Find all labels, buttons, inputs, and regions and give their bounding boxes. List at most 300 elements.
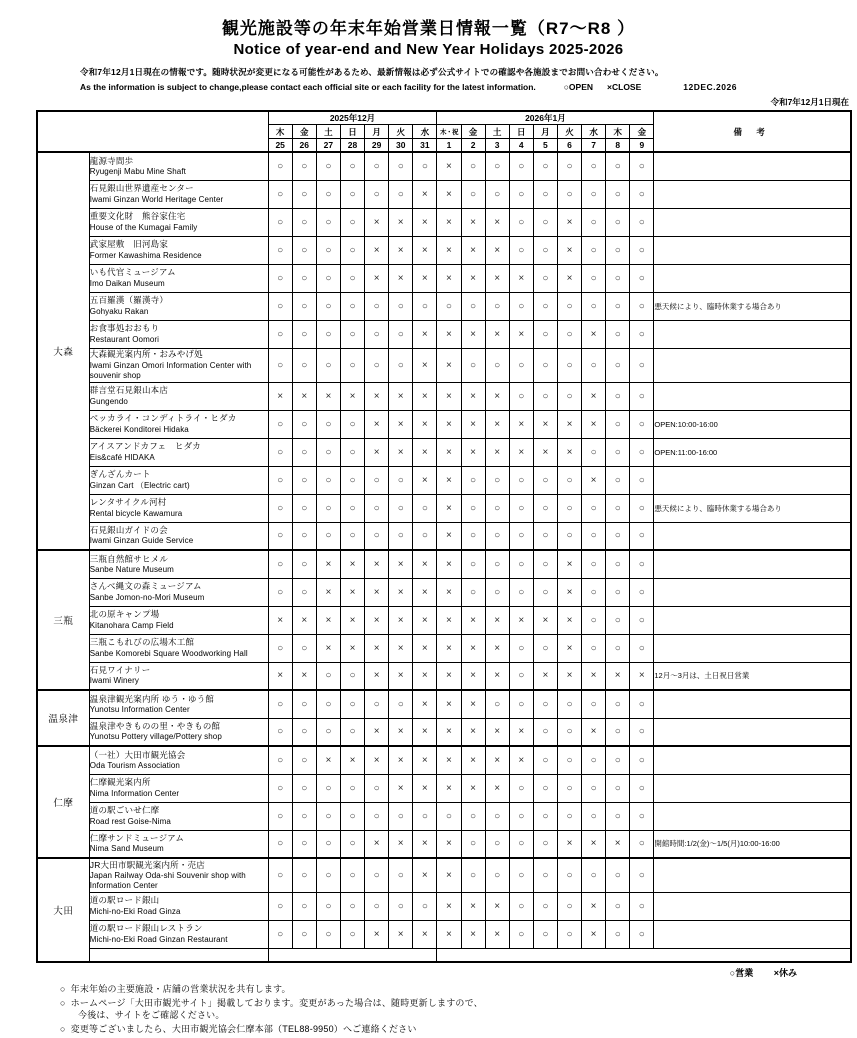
- open-mark: ○: [268, 208, 292, 236]
- open-mark: ○: [606, 690, 630, 718]
- closed-mark: ×: [413, 348, 437, 382]
- notice-page: [0, 14, 857, 1038]
- open-mark: ○: [606, 606, 630, 634]
- facility-name-english: Eis&café HIDAKA: [89, 452, 155, 462]
- open-mark: ○: [292, 348, 316, 382]
- open-mark: ○: [582, 152, 606, 180]
- closed-mark: ×: [437, 550, 461, 578]
- closed-mark: ×: [413, 180, 437, 208]
- open-mark: ○: [268, 774, 292, 802]
- closed-mark: ×: [485, 236, 509, 264]
- closed-mark: ×: [365, 830, 389, 858]
- open-mark: ○: [509, 466, 533, 494]
- closed-mark: ×: [437, 690, 461, 718]
- closed-mark: ×: [365, 264, 389, 292]
- facility-name-english: Road rest Goise-Nima: [89, 816, 171, 826]
- open-mark: ○: [582, 208, 606, 236]
- open-mark: ○: [630, 466, 654, 494]
- date-header: 9: [630, 139, 654, 153]
- weekday-header: 日: [509, 125, 533, 139]
- facility-name-english: Former Kawashima Residence: [89, 250, 202, 260]
- remark-cell: [654, 858, 851, 892]
- closed-mark: ×: [413, 320, 437, 348]
- open-mark: ○: [268, 264, 292, 292]
- closed-mark: ×: [413, 382, 437, 410]
- open-mark: ○: [292, 858, 316, 892]
- open-mark: ○: [340, 292, 364, 320]
- closed-mark: ×: [582, 718, 606, 746]
- closed-mark: ×: [461, 264, 485, 292]
- facility-name-english: Ginzan Cart （Electric cart): [89, 480, 190, 490]
- area-group-label: 三瓶: [37, 550, 89, 690]
- open-mark: ○: [533, 152, 557, 180]
- facility-name-cell: [89, 208, 268, 236]
- closed-mark: ×: [365, 410, 389, 438]
- open-mark: ○: [533, 208, 557, 236]
- table-row: [37, 892, 851, 920]
- open-mark: ○: [316, 152, 340, 180]
- open-mark: ○: [582, 606, 606, 634]
- open-mark: ○: [630, 152, 654, 180]
- open-mark: ○: [509, 550, 533, 578]
- date-header: 31: [413, 139, 437, 153]
- open-mark: ○: [365, 892, 389, 920]
- open-mark: ○: [485, 578, 509, 606]
- closed-mark: ×: [365, 634, 389, 662]
- closed-mark: ×: [485, 746, 509, 774]
- open-mark: ○: [606, 550, 630, 578]
- open-mark: ○: [630, 830, 654, 858]
- closed-mark: ×: [461, 920, 485, 948]
- remark-cell: OPEN:10:00-16:00: [654, 410, 851, 438]
- open-mark: ○: [630, 606, 654, 634]
- open-mark: ○: [630, 690, 654, 718]
- weekday-header: 日: [340, 125, 364, 139]
- open-mark: ○: [485, 802, 509, 830]
- date-stamp: 12DEC.2026: [683, 82, 737, 92]
- remark-cell: 開館時間:1/2(金)～1/5(月)10:00-16:00: [654, 830, 851, 858]
- open-mark: ○: [630, 180, 654, 208]
- area-group-label: 仁摩: [37, 746, 89, 858]
- footer-note: [60, 1024, 857, 1035]
- facility-name-japanese: 北の原キャンプ場: [89, 609, 160, 620]
- closed-mark: ×: [389, 382, 413, 410]
- table-corner-cell: [37, 111, 268, 152]
- closed-mark: ×: [389, 236, 413, 264]
- weekday-header: 火: [389, 125, 413, 139]
- open-mark: ○: [509, 892, 533, 920]
- remark-cell: [654, 180, 851, 208]
- closed-mark: ×: [461, 662, 485, 690]
- facility-name-japanese: （一社）大田市観光協会: [89, 749, 186, 760]
- closed-mark: ×: [461, 382, 485, 410]
- facility-name-japanese: お食事処おおもり: [89, 323, 160, 334]
- footer-note: [60, 998, 857, 1021]
- legend-closed-bottom: ×休み: [773, 968, 797, 978]
- open-mark: ○: [413, 152, 437, 180]
- open-mark: ○: [461, 802, 485, 830]
- note-text: 変更等ございましたら、大田市観光協会仁摩本部（TEL88-9950）へご連絡ください: [70, 1023, 417, 1034]
- facility-name-english: Iwami Winery: [89, 676, 139, 686]
- open-mark: ○: [582, 578, 606, 606]
- closed-mark: ×: [437, 634, 461, 662]
- open-mark: ○: [292, 920, 316, 948]
- open-mark: ○: [509, 578, 533, 606]
- open-mark: ○: [268, 920, 292, 948]
- open-mark: ○: [557, 522, 581, 550]
- open-mark: ○: [630, 208, 654, 236]
- open-mark: ○: [606, 578, 630, 606]
- closed-mark: ×: [557, 550, 581, 578]
- closed-mark: ×: [365, 578, 389, 606]
- closed-mark: ×: [485, 264, 509, 292]
- facility-name-cell: [89, 948, 268, 962]
- open-mark: ○: [461, 348, 485, 382]
- open-mark: ○: [365, 320, 389, 348]
- closed-mark: ×: [557, 208, 581, 236]
- facility-name-japanese: 三瓶自然館サヒメル: [89, 553, 169, 564]
- open-mark: ○: [340, 802, 364, 830]
- closed-mark: ×: [389, 634, 413, 662]
- note-text: ホームページ「大田市観光サイト」掲載しております。変更があった場合は、随時更新しますので、: [70, 998, 483, 1009]
- closed-mark: ×: [557, 662, 581, 690]
- closed-mark: ×: [437, 410, 461, 438]
- open-mark: ○: [606, 236, 630, 264]
- facility-name-english: Nima Information Center: [89, 788, 180, 798]
- table-row: [37, 180, 851, 208]
- open-mark: ○: [268, 348, 292, 382]
- page-title-japanese: 観光施設等の年末年始営業日情報一覧（R7～R8 ）: [221, 19, 636, 38]
- table-row: [37, 718, 851, 746]
- open-mark: ○: [533, 802, 557, 830]
- facility-name-japanese: アイスアンドカフェ ヒダカ: [89, 441, 201, 452]
- open-mark: ○: [582, 634, 606, 662]
- facility-name-english: Yunotsu Pottery village/Pottery shop: [89, 732, 222, 742]
- open-mark: ○: [292, 180, 316, 208]
- open-mark: ○: [582, 292, 606, 320]
- facility-name-english: Michi-no-Eki Road Ginza: [89, 906, 181, 916]
- area-group-label: 大田: [37, 858, 89, 962]
- weekday-header: 火: [557, 125, 581, 139]
- table-row: [37, 606, 851, 634]
- open-mark: ○: [316, 774, 340, 802]
- date-header: 25: [268, 139, 292, 153]
- open-mark: ○: [630, 550, 654, 578]
- open-mark: ○: [365, 858, 389, 892]
- weekday-header: 水: [413, 125, 437, 139]
- facility-name-japanese: 重要文化財 熊谷家住宅: [89, 211, 186, 222]
- closed-mark: ×: [461, 690, 485, 718]
- open-mark: ○: [316, 208, 340, 236]
- facility-name-english: Sanbe Jomon-no-Mori Museum: [89, 592, 205, 602]
- open-mark: ○: [340, 236, 364, 264]
- empty-january-span: [437, 948, 851, 962]
- open-mark: ○: [533, 348, 557, 382]
- open-mark: ○: [365, 466, 389, 494]
- facility-name-cell: [89, 550, 268, 578]
- date-header: 8: [606, 139, 630, 153]
- facility-name-cell: [89, 634, 268, 662]
- closed-mark: ×: [437, 718, 461, 746]
- weekday-header: 月: [533, 125, 557, 139]
- note-text: 年末年始の主要施設・店舗の営業状況を共有します。: [70, 984, 291, 994]
- open-mark: ○: [533, 320, 557, 348]
- closed-mark: ×: [461, 774, 485, 802]
- table-row: [37, 466, 851, 494]
- closed-mark: ×: [437, 522, 461, 550]
- closed-mark: ×: [340, 550, 364, 578]
- open-mark: ○: [606, 802, 630, 830]
- facility-name-japanese: 温泉津観光案内所 ゆう・ゆう館: [89, 693, 215, 704]
- open-mark: ○: [606, 180, 630, 208]
- closed-mark: ×: [509, 264, 533, 292]
- open-mark: ○: [340, 320, 364, 348]
- closed-mark: ×: [316, 746, 340, 774]
- open-mark: ○: [509, 662, 533, 690]
- closed-mark: ×: [461, 634, 485, 662]
- legend-top: [564, 82, 641, 92]
- facility-name-japanese: 五百羅漢（羅漢寺）: [89, 295, 169, 306]
- closed-mark: ×: [365, 236, 389, 264]
- open-mark: ○: [509, 180, 533, 208]
- closed-mark: ×: [606, 830, 630, 858]
- open-mark: ○: [630, 438, 654, 466]
- open-mark: ○: [365, 152, 389, 180]
- facility-name-cell: [89, 802, 268, 830]
- open-mark: ○: [316, 494, 340, 522]
- closed-mark: ×: [413, 264, 437, 292]
- facility-name-cell: [89, 152, 268, 180]
- remark-cell: [654, 152, 851, 180]
- open-mark: ○: [485, 466, 509, 494]
- remark-cell: [654, 348, 851, 382]
- facility-name-cell: [89, 292, 268, 320]
- closed-mark: ×: [413, 410, 437, 438]
- open-mark: ○: [268, 746, 292, 774]
- open-mark: ○: [389, 180, 413, 208]
- open-mark: ○: [533, 180, 557, 208]
- table-row: [37, 236, 851, 264]
- open-mark: ○: [533, 550, 557, 578]
- open-mark: ○: [316, 718, 340, 746]
- open-mark: ○: [316, 662, 340, 690]
- open-mark: ○: [292, 774, 316, 802]
- closed-mark: ×: [533, 438, 557, 466]
- closed-mark: ×: [461, 236, 485, 264]
- footer-note: [60, 984, 857, 995]
- remark-cell: [654, 718, 851, 746]
- open-mark: ○: [389, 858, 413, 892]
- open-mark: ○: [582, 746, 606, 774]
- open-mark: ○: [268, 830, 292, 858]
- closed-mark: ×: [582, 466, 606, 494]
- remark-cell: [654, 550, 851, 578]
- closed-mark: ×: [461, 410, 485, 438]
- open-mark: ○: [316, 466, 340, 494]
- facility-name-cell: [89, 662, 268, 690]
- facility-name-english: Iwami Ginzan Guide Service: [89, 536, 194, 546]
- closed-mark: ×: [437, 578, 461, 606]
- open-mark: ○: [340, 410, 364, 438]
- closed-mark: ×: [582, 382, 606, 410]
- facility-name-english: Michi-no-Eki Road Ginzan Restaurant: [89, 934, 228, 944]
- closed-mark: ×: [316, 634, 340, 662]
- remark-cell: [654, 264, 851, 292]
- open-mark: ○: [606, 494, 630, 522]
- open-mark: ○: [268, 438, 292, 466]
- closed-mark: ×: [292, 382, 316, 410]
- closed-mark: ×: [365, 662, 389, 690]
- open-mark: ○: [461, 522, 485, 550]
- open-mark: ○: [606, 774, 630, 802]
- closed-mark: ×: [437, 494, 461, 522]
- header-notes: [80, 66, 837, 92]
- open-mark: ○: [316, 892, 340, 920]
- open-mark: ○: [606, 522, 630, 550]
- open-mark: ○: [389, 892, 413, 920]
- open-mark: ○: [365, 348, 389, 382]
- open-mark: ○: [557, 348, 581, 382]
- closed-mark: ×: [582, 920, 606, 948]
- remark-cell: 悪天候により、臨時休業する場合あり: [654, 292, 851, 320]
- closed-mark: ×: [557, 578, 581, 606]
- open-mark: ○: [630, 382, 654, 410]
- open-mark: ○: [557, 802, 581, 830]
- table-row: [37, 152, 851, 180]
- closed-mark: ×: [413, 662, 437, 690]
- open-mark: ○: [509, 522, 533, 550]
- open-mark: ○: [292, 892, 316, 920]
- open-mark: ○: [292, 550, 316, 578]
- open-mark: ○: [292, 208, 316, 236]
- open-mark: ○: [533, 690, 557, 718]
- open-mark: ○: [485, 522, 509, 550]
- open-mark: ○: [582, 690, 606, 718]
- closed-mark: ×: [413, 690, 437, 718]
- facility-name-english: Kitanohara Camp Field: [89, 620, 174, 630]
- closed-mark: ×: [389, 662, 413, 690]
- closed-mark: ×: [413, 438, 437, 466]
- open-mark: ○: [365, 180, 389, 208]
- open-mark: ○: [582, 264, 606, 292]
- open-mark: ○: [365, 292, 389, 320]
- legend-bottom: [0, 966, 797, 979]
- open-mark: ○: [316, 236, 340, 264]
- closed-mark: ×: [557, 606, 581, 634]
- open-mark: ○: [292, 292, 316, 320]
- open-mark: ○: [630, 892, 654, 920]
- closed-mark: ×: [437, 208, 461, 236]
- weekday-header: 金: [461, 125, 485, 139]
- open-mark: ○: [485, 152, 509, 180]
- open-mark: ○: [461, 550, 485, 578]
- closed-mark: ×: [413, 774, 437, 802]
- open-mark: ○: [413, 802, 437, 830]
- closed-mark: ×: [557, 264, 581, 292]
- open-mark: ○: [292, 578, 316, 606]
- open-mark: ○: [630, 348, 654, 382]
- open-mark: ○: [413, 892, 437, 920]
- closed-mark: ×: [533, 606, 557, 634]
- open-mark: ○: [533, 466, 557, 494]
- closed-mark: ×: [557, 410, 581, 438]
- weekday-header: 土: [316, 125, 340, 139]
- holiday-schedule-table: [36, 110, 852, 963]
- facility-name-japanese: 道の駅ロード銀山レストラン: [89, 923, 203, 934]
- closed-mark: ×: [365, 208, 389, 236]
- open-mark: ○: [630, 718, 654, 746]
- closed-mark: ×: [509, 606, 533, 634]
- open-mark: ○: [292, 802, 316, 830]
- open-mark: ○: [340, 348, 364, 382]
- open-mark: ○: [389, 522, 413, 550]
- closed-mark: ×: [557, 438, 581, 466]
- open-mark: ○: [316, 438, 340, 466]
- closed-mark: ×: [509, 438, 533, 466]
- open-mark: ○: [340, 774, 364, 802]
- open-mark: ○: [557, 152, 581, 180]
- open-mark: ○: [268, 152, 292, 180]
- open-mark: ○: [606, 892, 630, 920]
- open-mark: ○: [340, 494, 364, 522]
- month-header: 2026年1月: [437, 111, 654, 125]
- open-mark: ○: [389, 152, 413, 180]
- closed-mark: ×: [509, 320, 533, 348]
- facility-name-english: Oda Tourism Association: [89, 760, 180, 770]
- open-mark: ○: [365, 802, 389, 830]
- date-header: 27: [316, 139, 340, 153]
- remark-cell: [654, 382, 851, 410]
- facility-name-english: Restaurant Oomori: [89, 334, 160, 344]
- open-mark: ○: [316, 264, 340, 292]
- closed-mark: ×: [437, 382, 461, 410]
- open-mark: ○: [485, 292, 509, 320]
- open-mark: ○: [268, 410, 292, 438]
- remark-cell: [654, 802, 851, 830]
- facility-name-japanese: 三瓶こもれびの広場木工館: [89, 637, 195, 648]
- facility-name-cell: [89, 920, 268, 948]
- closed-mark: ×: [413, 578, 437, 606]
- facility-name-japanese: ぎんざんカート: [89, 469, 151, 480]
- open-mark: ○: [340, 718, 364, 746]
- remark-cell: [654, 920, 851, 948]
- open-mark: ○: [630, 634, 654, 662]
- facility-name-cell: [89, 264, 268, 292]
- closed-mark: ×: [413, 208, 437, 236]
- open-mark: ○: [533, 920, 557, 948]
- open-mark: ○: [316, 690, 340, 718]
- facility-name-english: Rental bicycle Kawamura: [89, 508, 183, 518]
- open-mark: ○: [485, 690, 509, 718]
- open-mark: ○: [268, 236, 292, 264]
- date-header: 2: [461, 139, 485, 153]
- facility-name-english: Gohyaku Rakan: [89, 306, 149, 316]
- open-mark: ○: [292, 152, 316, 180]
- closed-mark: ×: [413, 718, 437, 746]
- facility-name-japanese: 仁摩観光案内所: [89, 777, 151, 788]
- open-mark: ○: [557, 494, 581, 522]
- closed-mark: ×: [509, 718, 533, 746]
- open-mark: ○: [292, 690, 316, 718]
- open-mark: ○: [340, 858, 364, 892]
- closed-mark: ×: [389, 438, 413, 466]
- table-row: [37, 550, 851, 578]
- closed-mark: ×: [461, 892, 485, 920]
- facility-name-japanese: ベッカライ・コンディトライ・ヒダカ: [89, 413, 237, 424]
- open-mark: ○: [582, 550, 606, 578]
- table-row: [37, 802, 851, 830]
- closed-mark: ×: [630, 662, 654, 690]
